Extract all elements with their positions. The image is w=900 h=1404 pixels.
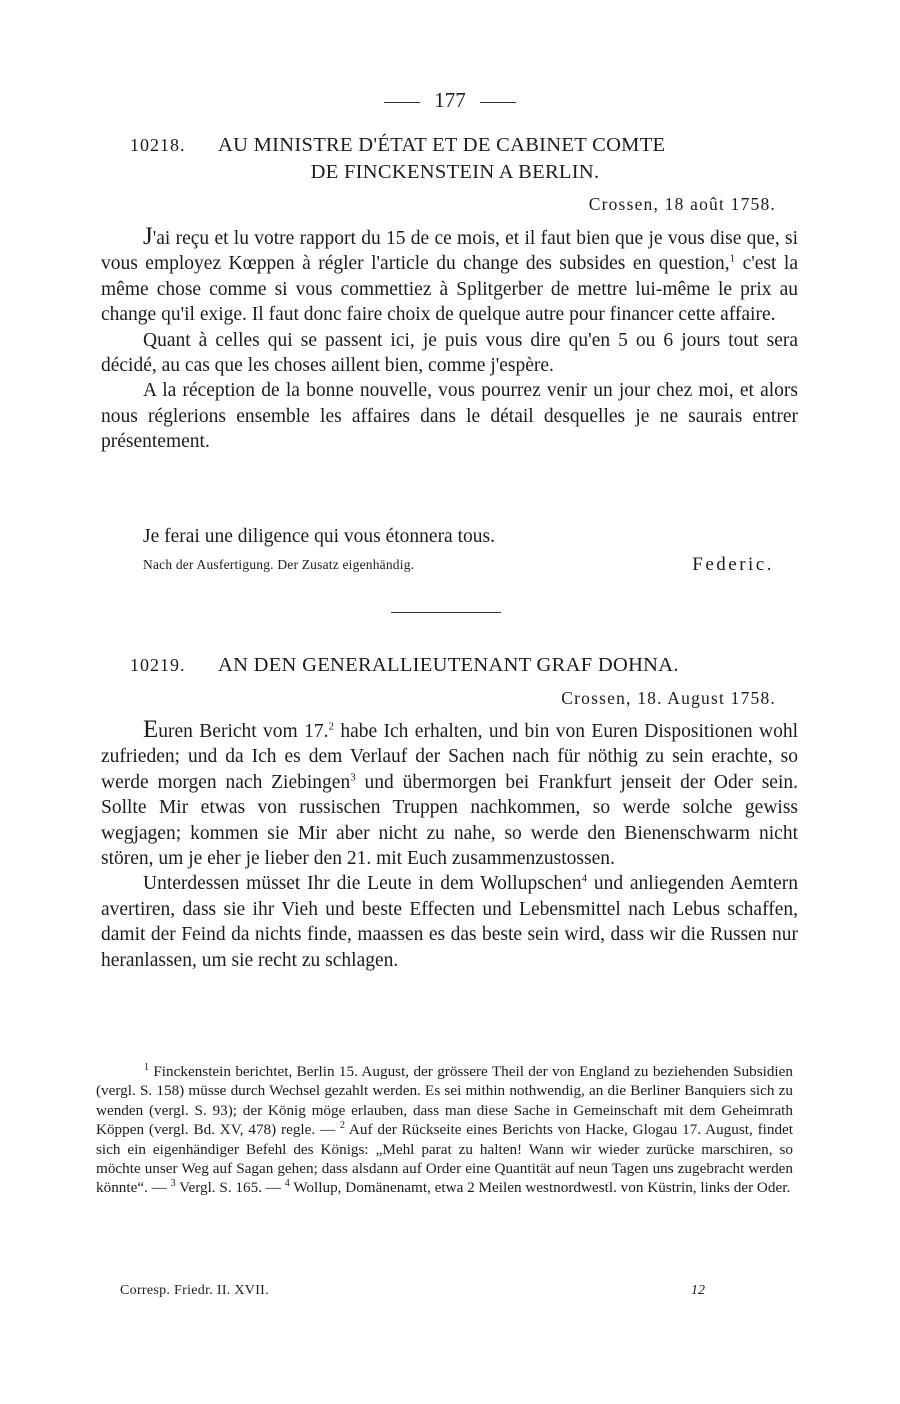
letter2-p2-text-b: und anliegenden Aemtern avertiren, dass sie ihr Vieh und beste Effecten und Lebensmittel nach Lebus schaffen, damit der Feind da nichts finde, maassen es das beste sein wird, dass wir die Russen nur heranlassen, um sie recht zu schlagen. xyxy=(101,873,798,971)
letter2-dateline: Crossen, 18. August 1758. xyxy=(561,688,776,708)
page-number-text: 177 xyxy=(434,88,466,112)
letter2-heading-text: AN DEN GENERALLIEUTENANT GRAF DOHNA. xyxy=(218,654,679,676)
letter2-p2-text-a: Unterdessen müsset Ihr die Leute in dem Wollupschen xyxy=(143,873,582,895)
letter1-body xyxy=(101,224,798,455)
footnote-1-text: Finckenstein berichtet, Berlin 15. August, der grössere Theil der von England zu beziehenden Subsidien (vergl. S. 158) müsse durch Wechsel gezahlt werden. Es sei mithin nothwendig, an die Berliner Banquiers sich zu wenden (vergl. S. 93); der König möge erlauben, dass man diese Sache in Gemeinschaft mit dem Geheimrath Köppen (vergl. Bd. XV, 478) regle. — xyxy=(96,1063,793,1139)
letter2-p1-text-a: uren Bericht vom 17. xyxy=(158,721,329,742)
letter1-postscript: Je ferai une diligence qui vous étonnera tous. xyxy=(143,526,495,547)
letter2-paragraph-2 xyxy=(101,871,798,973)
footnote-4-marker: 4 xyxy=(284,1178,290,1190)
letter1-paragraph-2: Quant à celles qui se passent ici, je puis vous dire qu'en 5 ou 6 jours tout sera décidé, au cas que les choses aillent bien, comme j'espère. xyxy=(101,329,798,377)
letter1-dateline: Crossen, 18 août 1758. xyxy=(588,194,776,214)
letter1-heading-line1 xyxy=(130,132,770,159)
letter1-dropcap: J xyxy=(143,223,153,250)
footnote-ref-1: 1 xyxy=(729,252,736,265)
letter2-paragraph-1 xyxy=(101,717,798,871)
signature-mark: Corresp. Friedr. II. XVII. xyxy=(120,1283,269,1298)
footnote-4-text: Wollup, Domänenamt, etwa 2 Meilen westnordwestl. von Küstrin, links der Oder. xyxy=(289,1179,791,1197)
page-number-dash-right xyxy=(480,102,516,103)
letter2-p1-text-c: und übermorgen bei Frankfurt jenseit der Oder sein. Sollte Mir etwas von russischen Truppen nachkommen, so werde solche gewiss wegjagen; kommen sie Mir aber nicht zu nahe, so werde den Bienenschwarm nicht stören, um je eher je lieber den 21. mit Euch zusammenzustossen. xyxy=(101,771,799,870)
footnote-block xyxy=(96,1062,793,1198)
page-number-dash-left xyxy=(384,102,420,103)
footnote-ref-4: 4 xyxy=(581,872,588,885)
letter2-number: 10219. xyxy=(130,655,186,675)
footnote-1-marker: 1 xyxy=(144,1061,149,1073)
letter1-p1-text-b: c'est la même chose comme si vous commettiez à Splitgerber de mettre lui-même le prix au change qu'il exige. Il faut donc faire choix de quelque autre pour financer cette affaire. xyxy=(101,253,798,326)
letter2-dropcap: E xyxy=(143,716,159,743)
letter1-paragraph-3: A la réception de la bonne nouvelle, vous pourrez venir un jour chez moi, et alors nous réglerions ensemble les affaires dans le détail desquelles je ne saurais entrer présentement. xyxy=(101,380,798,453)
letter1-signature: Federic. xyxy=(692,554,774,575)
footnote-2-text: Auf der Rückseite eines Berichts von Hacke, Glogau 17. August, findet sich ein eigenhändiger Befehl des Königs: „Mehl parat zu halten! Wann wir wieder zurücke marschiren, so möchte unser Weg auf Sagan gehen; dass alsdann auf Order eine Quantität auf neun Tagen uns zugebracht werden könnte“. — xyxy=(96,1121,794,1197)
page-number xyxy=(0,88,900,113)
letter1-heading xyxy=(130,132,770,186)
letter1-source-note: Nach der Ausfertigung. Der Zusatz eigenhändig. xyxy=(143,557,415,572)
letter2-p1-text-b: habe Ich erhalten, und bin von Euren Dispositionen wohl zufrieden; und da Ich es dem Verlauf der Sachen nach für nöthig zu sein erachte, so werde morgen nach Ziebingen xyxy=(101,721,798,793)
letter1-number: 10218. xyxy=(130,135,186,155)
footnote-ref-2: 2 xyxy=(328,720,334,733)
footnote-ref-3: 3 xyxy=(350,771,356,784)
letter1-heading-line2: DE FINCKENSTEIN A BERLIN. xyxy=(310,161,600,183)
letter1-heading-text1: AU MINISTRE D'ÉTAT ET DE CABINET COMTE xyxy=(218,134,666,156)
footnote-3-marker: 3 xyxy=(170,1178,176,1190)
footnote-2-marker: 2 xyxy=(339,1120,345,1132)
sheet-number: 12 xyxy=(691,1283,705,1298)
letter1-paragraph-1 xyxy=(101,224,798,328)
footnote-3-text: Vergl. S. 165. — xyxy=(175,1179,285,1197)
letter2-heading xyxy=(130,652,770,679)
letter2-body xyxy=(101,717,798,973)
letter2-heading-line xyxy=(130,652,770,679)
section-divider xyxy=(391,612,501,613)
letter1-p1-text-a: 'ai reçu et lu votre rapport du 15 de ce mois, et il faut bien que je vous dise que, si vous employez Kœppen à régler l'article du change des subsides en question, xyxy=(101,228,798,275)
footnotes xyxy=(96,1062,793,1198)
